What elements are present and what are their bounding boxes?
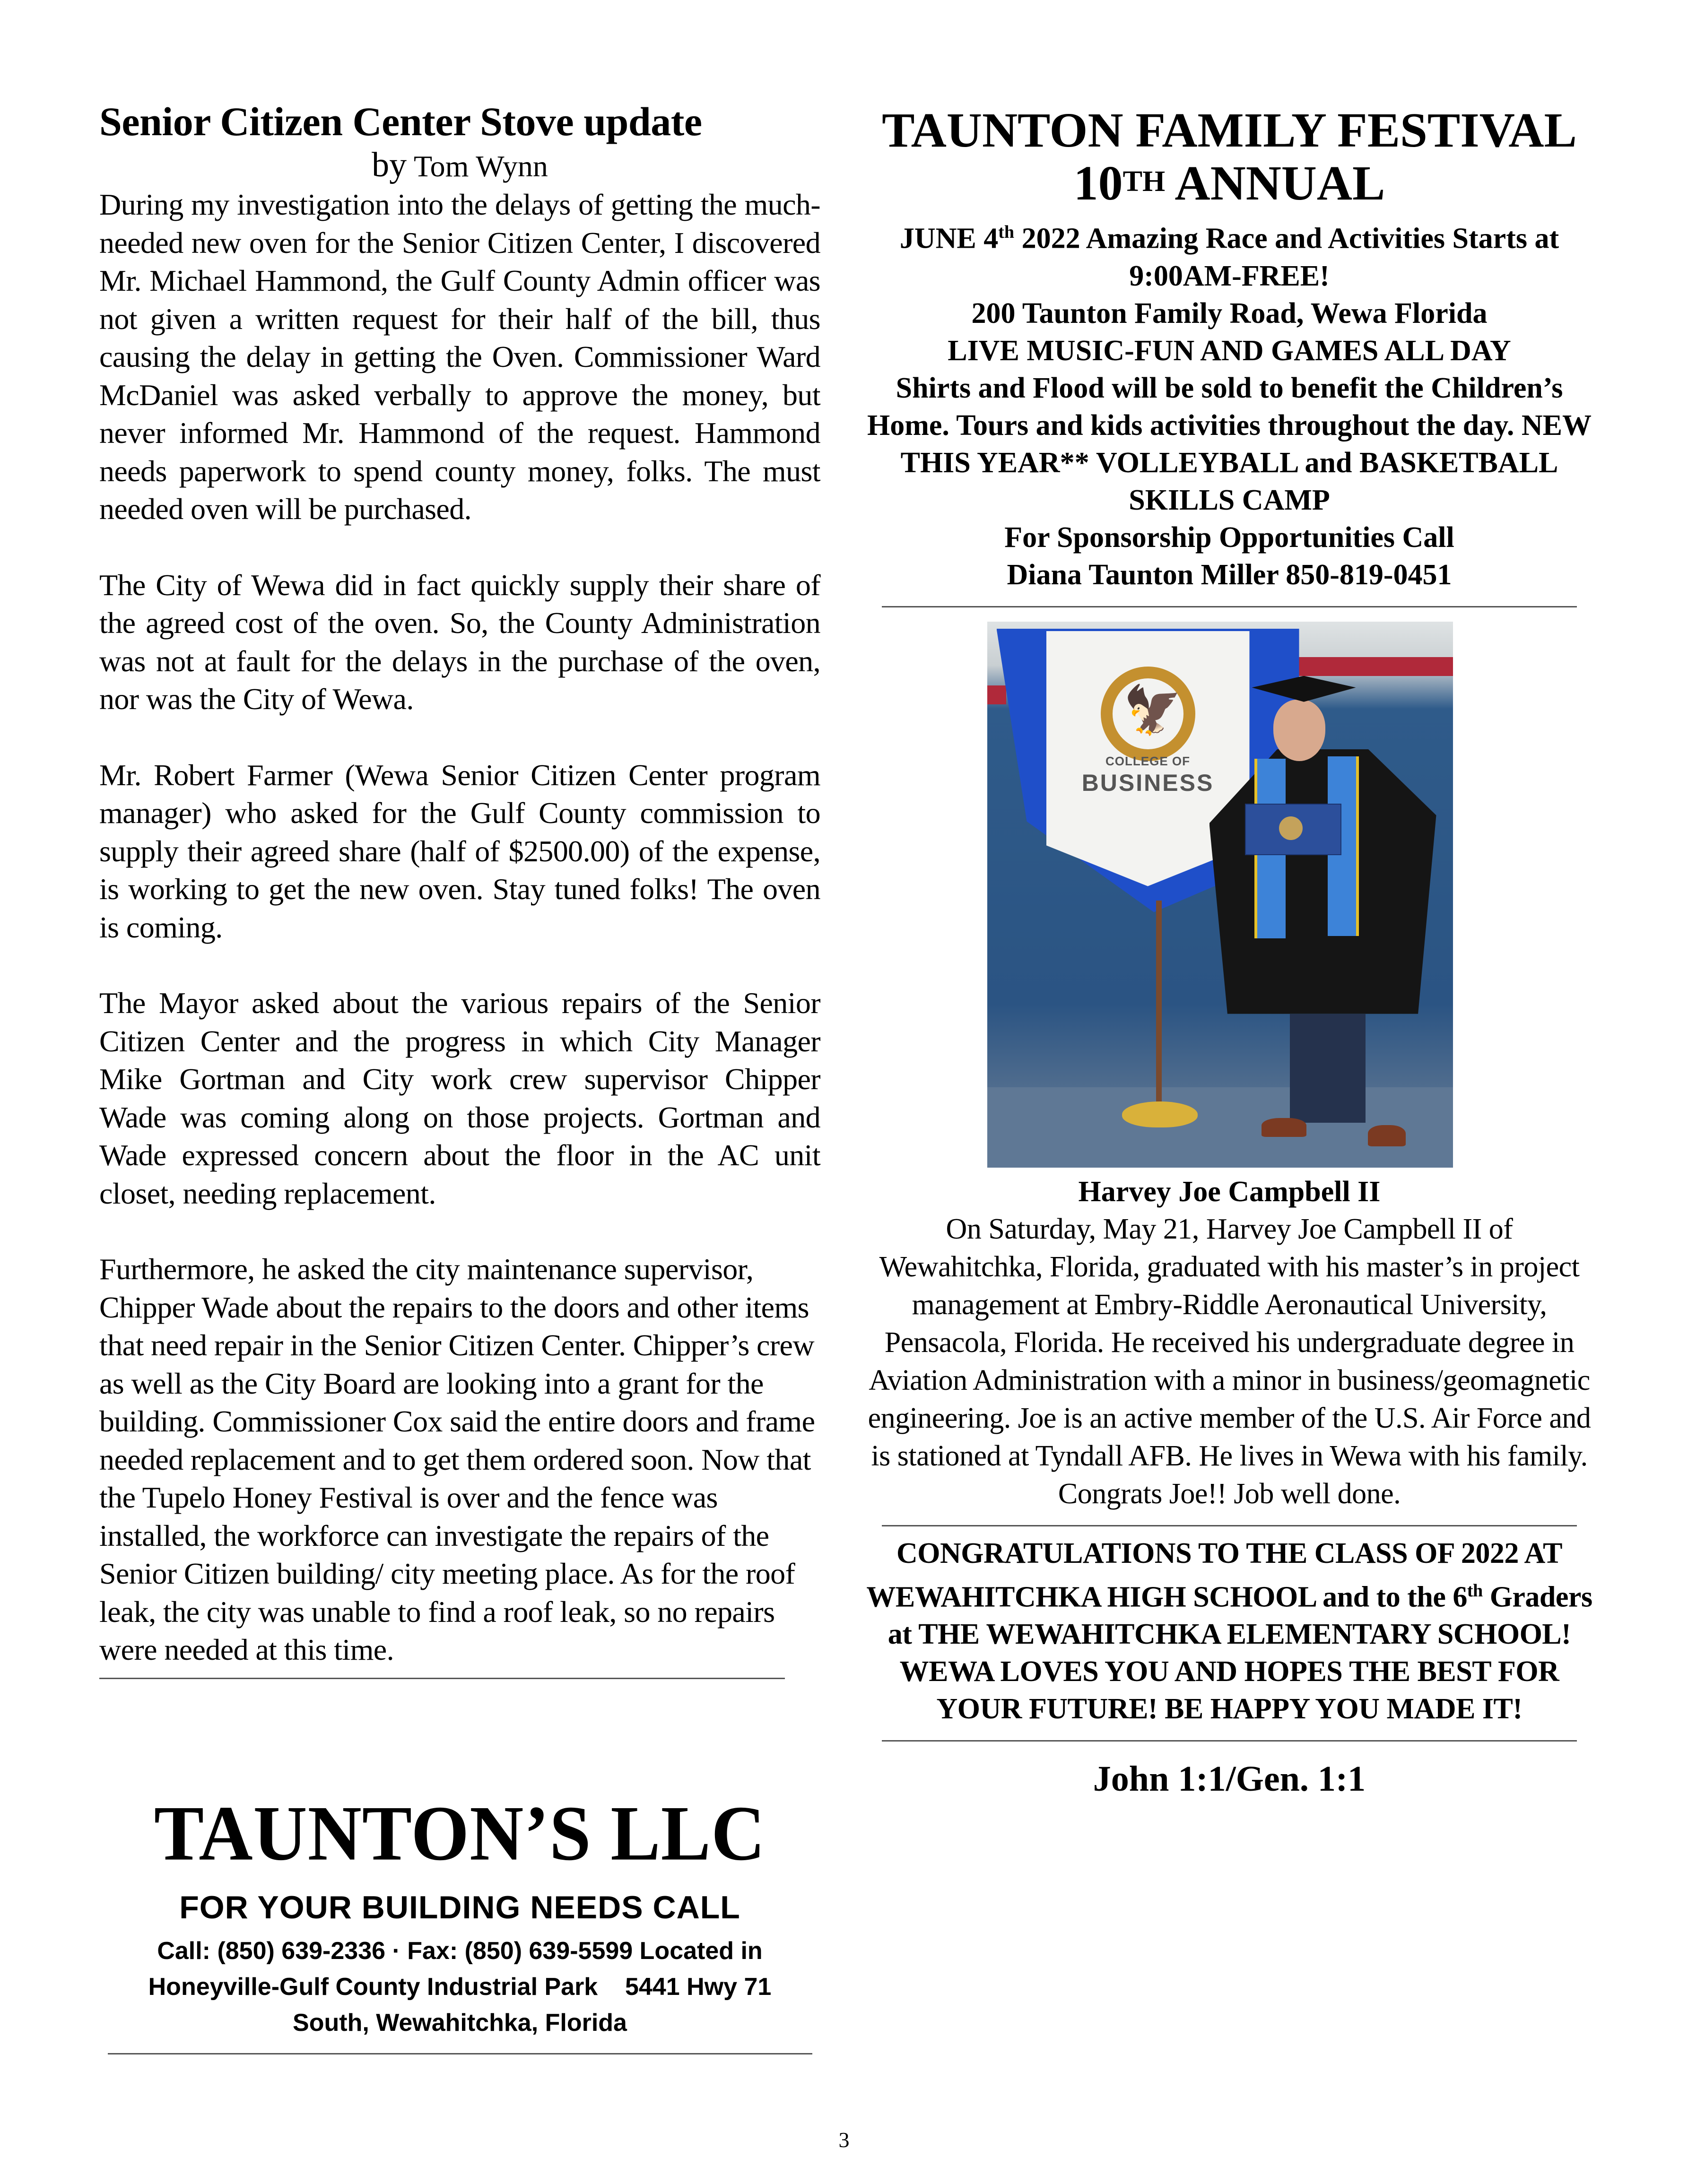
graduate-bio: On Saturday, May 21, Harvey Joe Campbell II of Wewahitchka, Florida, graduated with his master’s in project management at Embry-Riddle Aeronautical University, Pensacola, Florida. He received his undergraduate degree in Aviation Administration with a minor in business/geomagnetic engineering. Joe is an active member of the U.S. Air Force and is stationed at Tyndall AFB. He lives in Wewa with his family. Congrats Joe!! Job well done.: [868, 1213, 1591, 1510]
article-paragraph: The City of Wewa did in fact quickly supply their share of the agreed cost of the oven. So, the County Administration was not at fault for the delays in the purchase of the oven, nor was the City of Wewa.: [99, 568, 820, 716]
festival-announcement: [865, 104, 1593, 607]
festival-edition-label: ANNUAL: [1165, 156, 1385, 210]
stove-article: [99, 99, 820, 1679]
festival-description: Shirts and Flood will be sold to benefit the Children’s Home. Tours and kids activities throughout the day. NEW THIS YEAR** VOLLEYBALL and BASKETBALL SKILLS CAMP: [867, 372, 1592, 516]
festival-address: 200 Taunton Family Road, Wewa Florida: [971, 297, 1488, 329]
festival-date-suffix: th: [998, 222, 1015, 242]
congrats-text: CONGRATULATIONS TO THE CLASS OF 2022 AT WEWAHITCHKA HIGH SCHOOL and to the 6: [866, 1537, 1562, 1613]
congrats-ordinal: th: [1467, 1580, 1483, 1601]
ad-contact: [99, 1933, 820, 2041]
banner-text: COLLEGE OF: [1105, 754, 1190, 768]
byline: [99, 144, 820, 186]
class-of-2022-congratulations: [865, 1535, 1593, 1728]
article-paragraph: During my investigation into the delays of getting the much-needed new oven for the Senior Citizen Center, I discovered Mr. Michael Hammond, the Gulf County Admin officer was not given a written request for their half of the bill, thus causing the delay in getting the Oven. Commissioner Ward McDaniel was asked verbally to approve the money, but never informed Mr. Hammond of the request. Hammond needs paperwork to spend county money, folks. The must needed oven will be purchased.: [99, 188, 820, 526]
diploma-seal-icon: [1279, 816, 1303, 840]
article-paragraph: Furthermore, he asked the city maintenance supervisor, Chipper Wade about the repairs to the doors and other items that need repair in the Senior Citizen Center. Chipper’s crew as well as the City Board are looking into a grant for the building. Commissioner Cox said the entire doors and frame needed replacement and to get them ordered soon. Now that the Tupelo Honey Festival is over and the fence was installed, the workforce can investigate the repairs of the Senior Citizen building/ city meeting place. As for the roof leak, the city was unable to find a roof leak, so no repairs were needed at this time.: [99, 1252, 815, 1667]
festival-title-line: TAUNTON FAMILY FESTIVAL: [882, 103, 1577, 157]
graduate-head: [1273, 700, 1325, 761]
right-column: [865, 104, 1593, 1799]
ad-contact-line: Call: (850) 639-2336 · Fax: (850) 639-5599 Located in: [157, 1937, 763, 1965]
divider: [882, 1525, 1577, 1526]
festival-edition-number: 10: [1073, 156, 1123, 210]
festival-start-info: 2022 Amazing Race and Activities Starts at 9:00AM-FREE!: [1014, 222, 1559, 292]
tauntons-llc-ad: [99, 1790, 820, 2054]
ad-contact-line: South, Wewahitchka, Florida: [293, 2009, 627, 2037]
festival-sponsorship: For Sponsorship Opportunities Call: [1004, 521, 1454, 554]
festival-title: [865, 104, 1593, 210]
festival-edition-suffix: TH: [1122, 165, 1166, 198]
divider: [99, 1678, 785, 1679]
congrats-text: Graders at THE WEWAHITCHKA ELEMENTARY SCHOOL! WEWA LOVES YOU AND HOPES THE BEST FOR YOUR FUTURE! BE HAPPY YOU MADE IT!: [888, 1581, 1592, 1725]
graduate-gown: [1209, 749, 1436, 1014]
article-paragraph: The Mayor asked about the various repairs of the Senior Citizen Center and the progress in which City Manager Mike Gortman and City work crew supervisor Chipper Wade was coming along on those projects. Gortman and Wade expressed concern about the floor in the AC unit closet, needing replacement.: [99, 986, 820, 1210]
byline-prefix: by: [372, 145, 407, 184]
festival-date: JUNE 4: [899, 222, 999, 255]
flag-stand: [1122, 1101, 1198, 1127]
divider: [108, 2053, 812, 2054]
festival-highlight: LIVE MUSIC-FUN AND GAMES ALL DAY: [948, 334, 1511, 367]
photo-red-trim: [1290, 657, 1453, 676]
article-paragraph: Mr. Robert Farmer (Wewa Senior Citizen Center program manager) who asked for the Gulf County commission to supply their agreed share (half of $2500.00) of the expense, is working to get the new oven. Stay tuned folks! The oven is coming.: [99, 758, 820, 944]
byline-author: Tom Wynn: [414, 149, 548, 183]
graduate-name: Harvey Joe Campbell II: [1078, 1175, 1381, 1208]
festival-contact: Diana Taunton Miller 850-819-0451: [1007, 558, 1452, 591]
eagle-icon: 🦅: [1123, 684, 1183, 737]
bible-verse: John 1:1/Gen. 1:1: [1093, 1759, 1366, 1799]
shoe: [1368, 1125, 1406, 1146]
shoe: [1262, 1118, 1306, 1137]
banner-text: BUSINESS: [1081, 769, 1214, 796]
flag-pole: [1156, 901, 1162, 1109]
page-number: 3: [838, 2128, 850, 2152]
article-title: Senior Citizen Center Stove update: [99, 99, 702, 144]
photo-red-trim: [987, 685, 1006, 704]
article-body: [99, 186, 820, 1669]
ad-business-name: TAUNTON’S LLC: [154, 1790, 766, 1877]
festival-details: [865, 214, 1593, 594]
divider: [882, 1740, 1577, 1742]
divider: [882, 606, 1577, 607]
ad-contact-line: Honeyville-Gulf County Industrial Park 5441 Hwy 71: [148, 1973, 772, 2001]
ad-tagline: FOR YOUR BUILDING NEEDS CALL: [179, 1889, 740, 1925]
graduate-legs: [1290, 1014, 1366, 1123]
graduation-photo: [987, 622, 1453, 1168]
